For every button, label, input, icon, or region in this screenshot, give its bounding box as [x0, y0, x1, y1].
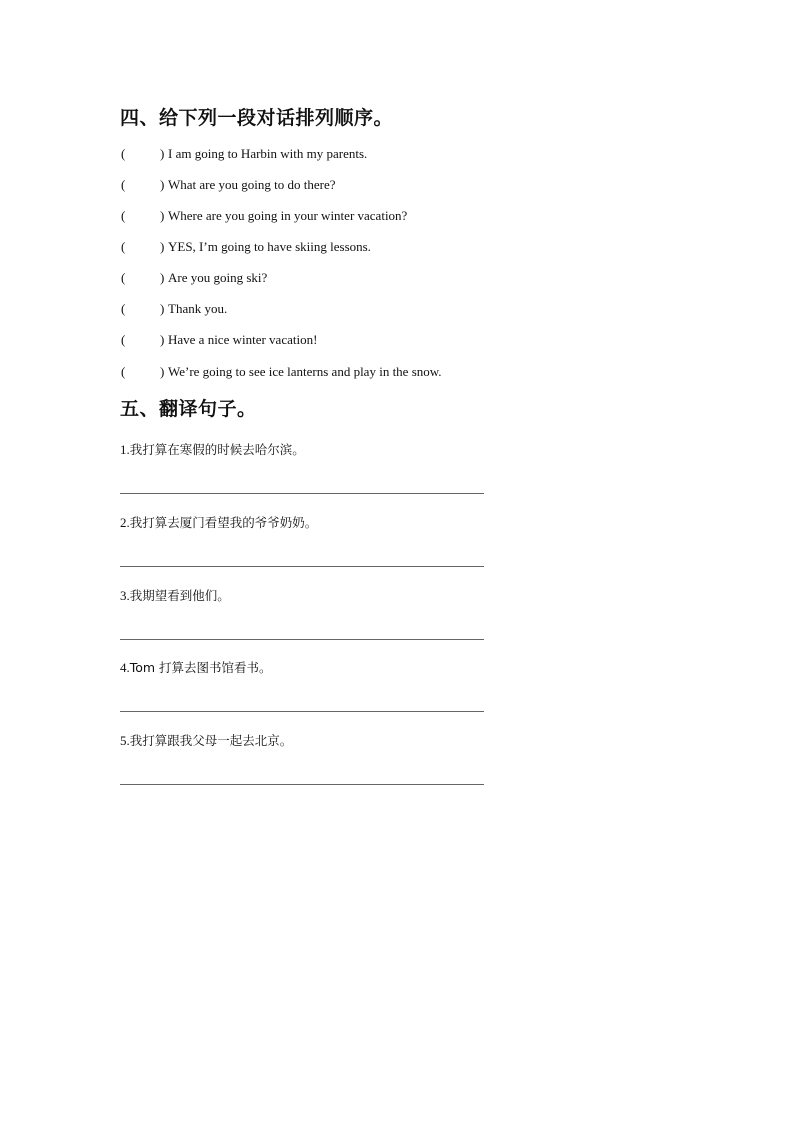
question-text: Tom 打算去图书馆看书。	[129, 660, 272, 675]
order-item-text: Are you going ski?	[168, 270, 268, 285]
question-text: 我打算在寒假的时候去哈尔滨。	[129, 442, 305, 457]
question-number: 1.	[120, 442, 130, 457]
order-item-text: Thank you.	[168, 301, 228, 316]
paren-open: (	[121, 270, 126, 285]
order-blank-2[interactable]	[126, 177, 160, 193]
paren-close: )	[160, 301, 165, 316]
question-number: 2.	[120, 515, 130, 530]
answer-line-5[interactable]	[120, 768, 484, 785]
order-item-text: Where are you going in your winter vacation?	[168, 208, 408, 223]
order-blank-5[interactable]	[126, 270, 160, 286]
translate-question-1	[120, 442, 305, 458]
question-text: 我期望看到他们。	[129, 588, 230, 603]
paren-open: (	[121, 208, 126, 223]
question-number: 5.	[120, 733, 130, 748]
paren-close: )	[160, 208, 165, 223]
order-blank-1[interactable]	[126, 146, 160, 162]
paren-open: (	[121, 146, 126, 161]
translate-question-4	[120, 660, 272, 676]
paren-close: )	[160, 332, 165, 347]
question-number: 3.	[120, 588, 130, 603]
answer-line-4[interactable]	[120, 695, 484, 712]
order-item-text: What are you going to do there?	[168, 177, 336, 192]
order-item-text: YES, I’m going to have skiing lessons.	[168, 239, 371, 254]
question-text: 我打算跟我父母一起去北京。	[129, 733, 293, 748]
order-blank-6[interactable]	[126, 301, 160, 317]
order-item-text: We’re going to see ice lanterns and play in the snow.	[168, 364, 442, 379]
paren-open: (	[121, 301, 126, 316]
section-5-title: 五、翻译句子。	[120, 398, 257, 420]
paren-close: )	[160, 177, 165, 192]
translate-question-5	[120, 733, 292, 749]
answer-line-3[interactable]	[120, 623, 484, 640]
order-blank-3[interactable]	[126, 208, 160, 224]
order-item-text: Have a nice winter vacation!	[168, 332, 318, 347]
order-blank-4[interactable]	[126, 239, 160, 255]
paren-open: (	[121, 177, 126, 192]
translate-question-2	[120, 515, 317, 531]
answer-line-1[interactable]	[120, 477, 484, 494]
translate-question-3	[120, 588, 230, 604]
paren-close: )	[160, 146, 165, 161]
order-blank-8[interactable]	[126, 364, 160, 380]
question-number: 4.	[120, 660, 130, 675]
answer-line-2[interactable]	[120, 550, 484, 567]
paren-open: (	[121, 332, 126, 347]
question-text: 我打算去厦门看望我的爷爷奶奶。	[129, 515, 318, 530]
paren-open: (	[121, 364, 126, 379]
order-item-text: I am going to Harbin with my parents.	[168, 146, 368, 161]
paren-close: )	[160, 239, 165, 254]
order-blank-7[interactable]	[126, 332, 160, 348]
paren-close: )	[160, 364, 165, 379]
paren-close: )	[160, 270, 165, 285]
paren-open: (	[121, 239, 126, 254]
section-4-title: 四、给下列一段对话排列顺序。	[120, 107, 394, 129]
